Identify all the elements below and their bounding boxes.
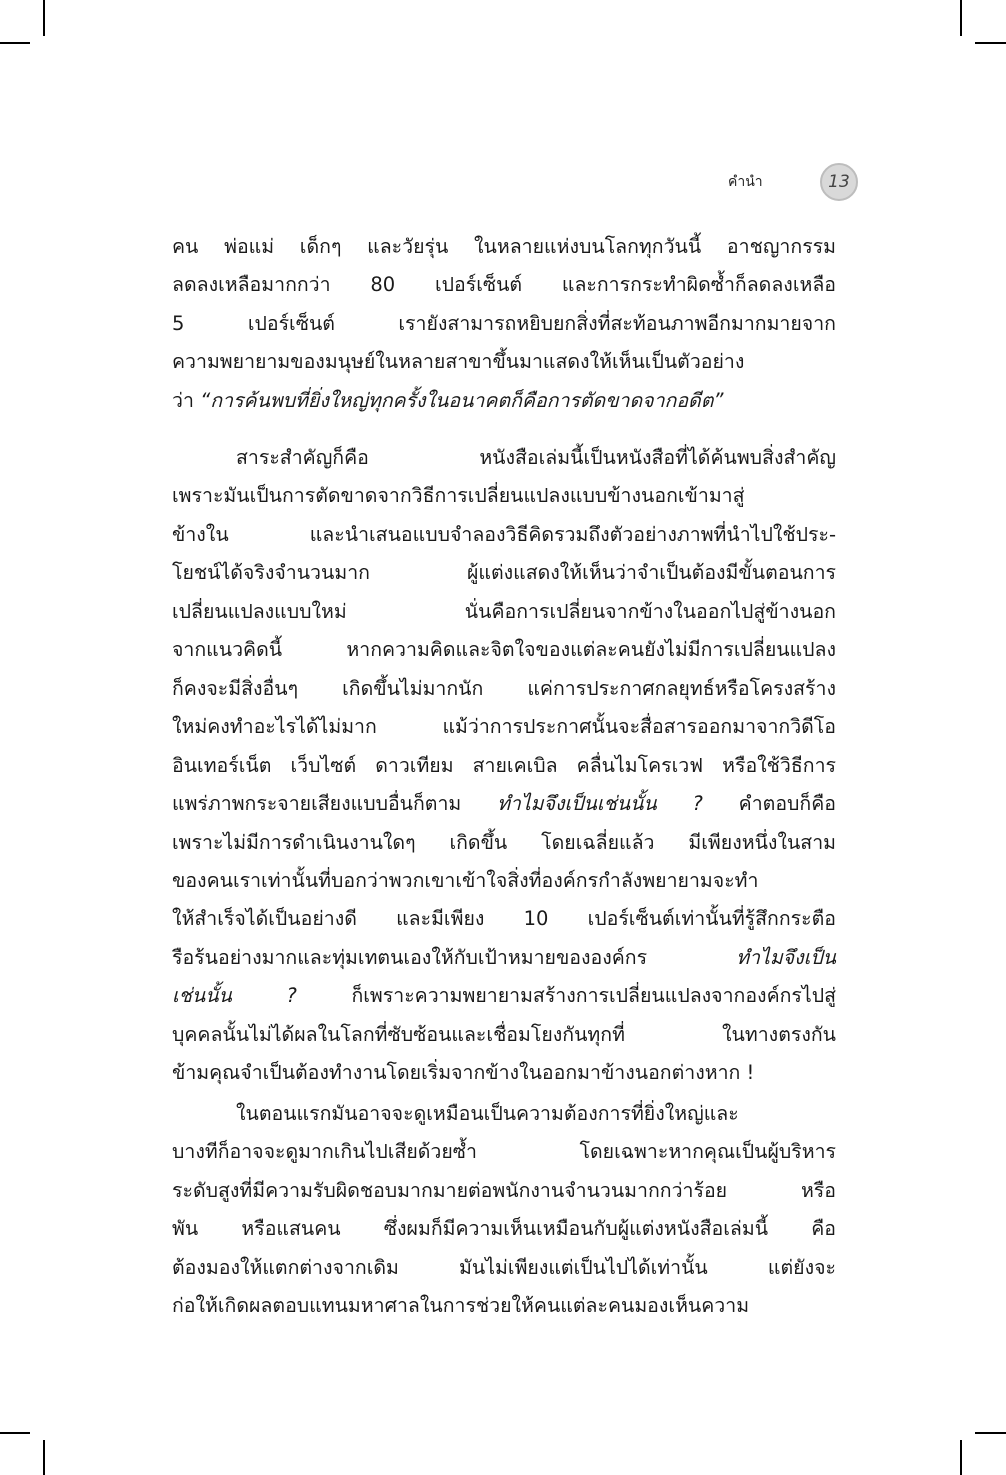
text-segment: ใหม่คงทำอะไรได้ไม่มาก แม้ว่าการประกาศนั้นจะสื่อสารออกมาจากวิดีโอ [172, 715, 836, 739]
emphasized-text: ทำไมจึงเป็นเช่นนั้น ? [497, 792, 703, 816]
text-segment: ว่า [172, 388, 201, 412]
text-line [172, 1060, 836, 1086]
text-segment: ความพยายามของมนุษย์ในหลายสาขาขึ้นมาแสดงให้เห็นเป็นตัวอย่าง [172, 350, 745, 374]
text-segment: เพราะไม่มีการดำเนินงานใดๆ เกิดขึ้น โดยเฉลี่ยแล้ว มีเพียงหนึ่งในสาม [172, 830, 836, 854]
text-line [172, 272, 836, 298]
text-line [172, 311, 836, 337]
text-line [172, 234, 836, 260]
text-segment: บุคคลนั้นไม่ได้ผลในโลกที่ซับซ้อนและเชื่อมโยงกันทุกที่ ในทางตรงกัน [172, 1022, 836, 1046]
text-line [172, 945, 836, 971]
crop-mark [975, 42, 1006, 44]
text-line [172, 599, 836, 625]
text-segment: ก็เพราะความพยายามสร้างการเปลี่ยนแปลงจากองค์กรไปสู่ [296, 984, 836, 1008]
text-line [172, 868, 836, 894]
text-segment: จากแนวคิดนี้ หากความคิดและจิตใจของแต่ละคนยังไม่มีการเปลี่ยนแปลง [172, 638, 836, 662]
text-line [172, 1022, 836, 1048]
text-segment: ข้ามคุณจำเป็นต้องทำงานโดยเริ่มจากข้างในออกมาข้างนอกต่างหาก ! [172, 1061, 755, 1085]
emphasized-text: “การค้นพบที่ยิ่งใหญ่ทุกครั้งในอนาคตก็คือการตัดขาดจากอดีต” [200, 388, 724, 412]
text-segment: 5 เปอร์เซ็นต์ เรายังสามารถหยิบยกสิ่งที่สะท้อนภาพอีกมากมายจาก [172, 311, 836, 335]
text-segment: คน พ่อแม่ เด็กๆ และวัยรุ่น ในหลายแห่งบนโลกทุกวันนี้ อาชญากรรม [172, 235, 836, 258]
text-segment: อินเทอร์เน็ต เว็บไซต์ ดาวเทียม สายเคเบิล คลื่นไมโครเวฟ หรือใช้วิธีการ [172, 753, 836, 777]
text-segment: แพร่ภาพกระจายเสียงแบบอื่นก็ตาม [172, 792, 498, 816]
text-line [172, 983, 836, 1009]
text-line [172, 560, 836, 586]
text-line [172, 445, 836, 471]
emphasized-text: เช่นนั้น ? [172, 984, 297, 1008]
text-line [172, 1178, 836, 1204]
text-line [172, 1216, 836, 1242]
text-line [172, 791, 836, 817]
crop-mark [960, 0, 962, 36]
text-segment: ก่อให้เกิดผลตอบแทนมหาศาลในการช่วยให้คนแต่ละคนมองเห็นความ [172, 1294, 750, 1318]
emphasized-text: ทำไมจึงเป็น [736, 945, 836, 969]
text-line [172, 1139, 836, 1165]
crop-mark [43, 0, 45, 36]
text-line [172, 676, 836, 702]
page-number-badge: 13 [820, 163, 858, 201]
text-segment: บางทีก็อาจจะดูมากเกินไปเสียด้วยซ้ำ โดยเฉพาะหากคุณเป็นผู้บริหาร [172, 1140, 836, 1164]
text-segment: เพราะมันเป็นการตัดขาดจากวิธีการเปลี่ยนแปลงแบบข้างนอกเข้ามาสู่ [172, 484, 745, 508]
crop-mark [975, 1432, 1006, 1434]
text-line [172, 388, 836, 414]
text-line [172, 349, 836, 375]
text-line [172, 483, 836, 509]
text-segment: สาระสำคัญก็คือ หนังสือเล่มนี้เป็นหนังสือที่ได้ค้นพบสิ่งสำคัญ [236, 446, 836, 469]
text-line [172, 1293, 836, 1319]
text-segment: ระดับสูงที่มีความรับผิดชอบมากมายต่อพนักงานจำนวนมากกว่าร้อย หรือ [172, 1178, 836, 1202]
text-segment: ต้องมองให้แตกต่างจากเดิม มันไม่เพียงแต่เป็นไปได้เท่านั้น แต่ยังจะ [172, 1255, 836, 1279]
text-segment: ข้างใน และนำเสนอแบบจำลองวิธีคิดรวมถึงตัวอย่างภาพที่นำไปใช้ประ- [172, 522, 836, 546]
text-segment: ของคนเราเท่านั้นที่บอกว่าพวกเขาเข้าใจสิ่งที่องค์กรกำลังพยายามจะทำ [172, 868, 759, 892]
text-segment: ลดลงเหลือมากกว่า 80 เปอร์เซ็นต์ และการกระทำผิดซ้ำก็ลดลงเหลือ [172, 273, 836, 297]
text-segment: คำตอบก็คือ [702, 792, 836, 816]
crop-mark [0, 42, 30, 44]
text-line [172, 714, 836, 740]
crop-mark [0, 1432, 30, 1434]
text-line [172, 906, 836, 932]
text-line [172, 830, 836, 856]
text-line [172, 1255, 836, 1281]
text-segment: เปลี่ยนแปลงแบบใหม่ นั่นคือการเปลี่ยนจากข้างในออกไปสู่ข้างนอก [172, 599, 836, 623]
crop-mark [960, 1440, 962, 1475]
text-segment: ให้สำเร็จได้เป็นอย่างดี และมีเพียง 10 เปอร์เซ็นต์เท่านั้นที่รู้สึกกระตือ [172, 907, 836, 931]
text-line [172, 753, 836, 779]
running-header: คำนำ [728, 174, 763, 190]
text-line [172, 1101, 836, 1127]
text-segment: พัน หรือแสนคน ซึ่งผมก็มีความเห็นเหมือนกับผู้แต่งหนังสือเล่มนี้ คือ [172, 1217, 836, 1241]
text-segment: ก็คงจะมีสิ่งอื่นๆ เกิดขึ้นไม่มากนัก แค่การประกาศกลยุทธ์หรือโครงสร้าง [172, 676, 836, 700]
text-segment: ในตอนแรกมันอาจจะดูเหมือนเป็นความต้องการที่ยิ่งใหญ่และ [236, 1102, 739, 1125]
crop-mark [43, 1440, 45, 1475]
text-line [172, 522, 836, 548]
text-segment: โยชน์ได้จริงจำนวนมาก ผู้แต่งแสดงให้เห็นว่าจำเป็นต้องมีขั้นตอนการ [172, 561, 836, 585]
text-line [172, 637, 836, 663]
text-segment: รือร้นอย่างมากและทุ่มเทตนเองให้กับเป้าหมายขององค์กร [172, 945, 737, 969]
